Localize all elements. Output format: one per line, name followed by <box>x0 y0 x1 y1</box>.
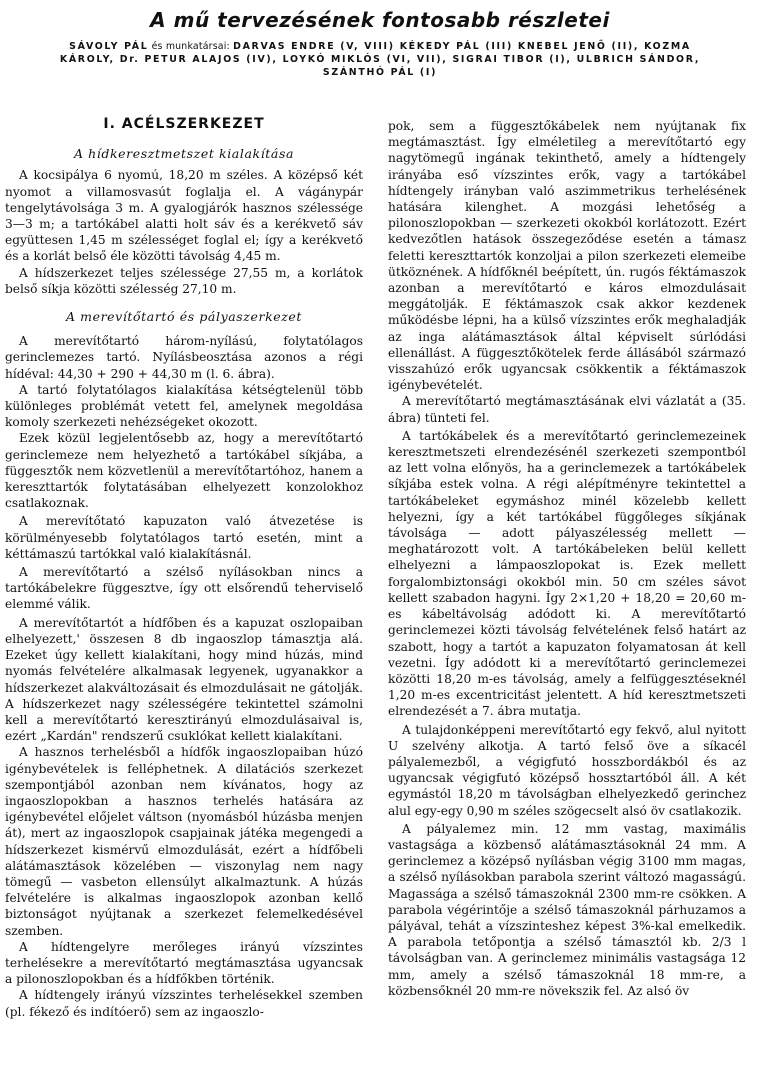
paragraph: Ezek közül legjelentősebb az, hogy a merevítőtartó gerinclemeze nem helyezhető a tartókábel síkjába, a függesztők nem közvetlenül a merevítőtartóhoz, hanem a kereszttartók folytatásában elhelyezett konzolokhoz csatlakoznak. <box>5 431 363 511</box>
authors-names-1: DARVAS ENDRE (V, VIII) KÉKEDY PÁL (III) KNEBEL JENŐ (II), KOZMA <box>233 41 691 52</box>
authors-line-1 <box>10 40 750 53</box>
paragraph: A kocsipálya 6 nyomú, 18,20 m széles. A középső két nyomot a villamosvasút foglalja el. A vágánypár tengelytávolsága 3 m. A gyalogjárók hasznos szélessége 3—3 m; a tartókábel alatti holt sáv és a kerékvető sáv együttesen 1,45 m szélességet foglal el; így a kerékvető és a korlát belső éle közötti távolság 4,45 m. <box>5 168 363 264</box>
right-column <box>388 118 746 999</box>
subheading-cross-section: A hídkeresztmetszet kialakítása <box>73 146 295 162</box>
lead-author: SÁVOLY PÁL <box>69 41 149 52</box>
paragraph: A pályalemez min. 12 mm vastag, maximális vastagsága a közbenső alátámasztásoknál 24 mm. A gerinclemez a középső nyílásban végig 3100 mm magas, a szélső nyílásokban parabola szerint változó magasságú. Magassága a szélső támaszoknál 2300 mm-re csökken. A parabola végérintője a szélső támaszoknál párhuzamos a pályával, tehát a vízszinteshez képest 3%-kal emelkedik. A parabola tetőpontja a szélső támasztól kb. 2/3 l távolságban van. A gerinclemez minimális vastagsága 12 mm, amely a szélső támaszoknál 18 mm-re, a közbensőknél 20 mm-re növekszik fel. Az alsó öv <box>388 821 746 998</box>
left-column <box>5 112 363 1020</box>
paragraph: A tulajdonképpeni merevítőtartó egy fekvő, alul nyitott U szelvény alkotja. A tartó felső öve a síkacél pályalemezből, a végigfutó hosszbordákból és az ugyancsak végigfutó középső hossztartóból áll. A két egymástól 18,20 m távolságban elhelyezkedő gerinchez alul egy-egy 0,90 m széles szögecselt alsó öv csatlakozik. <box>388 722 746 818</box>
authors-line-3: SZÁNTHÓ PÁL (I) <box>322 67 438 78</box>
article-title: A mű tervezésének fontosabb részletei <box>150 8 610 32</box>
paragraph: A merevítőtartó megtámasztásának elvi vázlatát a (35. ábra) tünteti fel. <box>388 394 746 425</box>
author-list <box>10 40 750 79</box>
paragraph: A merevítőtató kapuzaton való átvezetése is körülményesebb folytatólagos tartó esetén, mint a kéttámaszú tartókkal való kialakításnál. <box>5 514 363 561</box>
paragraph: A hasznos terhelésből a hídfők ingaoszlopaiban húzó igénybevételek is felléphetnek. A dilatációs szerkezet szempontjából azonban nem kívánatos, hogy az ingaoszlopokban a hasznos terhelés hatására az igénybevétel előjelet váltson (nyomásból húzásba menjen át), mert az ingaoszlopok csapjainak játéka megengedi a hídszerkezet kismérvű elmozdulását, ezért a hídfőbeli alátámasztások közelében — viszonylag nem nagy tömegű — vasbeton ellensúlyt alkalmaztunk. A húzás felvételére is alkalmas ingaoszlopok azonban kellő biztonságot nyújtanak a szerkezet felemelkedésével szemben. <box>5 745 363 938</box>
paragraph: A merevítőtartót a hídfőben és a kapuzat oszlopaiban elhelyezett,' összesen 8 db ingaoszlop támasztja alá. Ezeket úgy kellett kialakítani, hogy mind húzás, mind nyomás felvételére alkalmasak legyenek, ugyanakkor a hídszerkezet alakváltozásait és elmozdulásait ne gátolják. A hídszerkezet nagy szélességére tekintettel számolni kell a merevítőtartó keresztirányú elmozdulásaival is, ezért „Kardán" rendszerű csuklókat kellett kialakítani. <box>5 615 363 744</box>
paragraph: A hídtengelyre merőleges irányú vízszintes terhelésekre a merevítőtartó megtámasztása ugyancsak a pilonoszlopokban és a hídfőkben történik. <box>5 939 363 987</box>
paragraph: A merevítőtartó a szélső nyílásokban nincs a tartókábelekre függesztve, így ott elsőrendű teherviselő elemmé válik. <box>5 565 363 612</box>
collaborators-label: és munkatársai: <box>151 41 230 52</box>
paragraph: A tartókábelek és a merevítőtartó gerinclemezeinek keresztmetszeti elrendezésénél szerkezeti szempontból az lett volna előnyös, ha a gerinclemezek a tartókábelek síkjába estek volna. A régi alépítményre tekintettel a tartókábeleket egymáshoz minél közelebb kellett helyezni, így a két tartókábel függőleges síkjának távolsága — adott pályaszélesség mellett — meghatározott volt. A tartókábeleken belül kellett elhelyezni a lámpaoszlopokat is. Ezek mellett forgalombiztonsági okokból min. 50 cm széles sávot kellett szabadon hagyni. Így 2×1,20 + 18,20 = 20,60 m-es kábeltávolság adódott ki. A merevítőtartó gerinclemezei közti távolság felvételének felső határt az szabott, hogy a tartót a kapuzaton folyamatosan át kell vezetni. Így adódott ki a merevítőtartó gerinclemezei közötti 18,20 m-es távolság, amely a felfüggesztéseknél 1,20 m-es excentricitást jelentett. A híd keresztmetszeti elrendezését a 7. ábra mutatja. <box>388 428 746 719</box>
paragraph: A hídszerkezet teljes szélessége 27,55 m, a korlátok belső síkja közötti szélesség 27,10 m. <box>5 265 363 296</box>
section-heading: I. ACÉLSZERKEZET <box>103 116 265 132</box>
paragraph: pok, sem a függesztőkábelek nem nyújtanak fix megtámasztást. Így elméletileg a merevítőtartó egy nagytömegű ingának tekinthető, amely a hídtengely irányába eső vízszintes erők, vagy a tartókábel hídtengely irányban való aszimmetrikus terhelésének hatására kilenghet. A mozgási lehetőség a pilonoszlopokban — szerkezeti okokból korlátozott. Ezért kedvezőtlen hatások összegeződése esetén a támasz feletti kereszttartók konzoljai a pilon szerkezeti elemeibe ütköznének. A hídfőknél beépített, ún. rugós féktámaszok azonban a merevítőtartó e káros elmozdulásait meggátolják. E féktámaszok csak akkor kezdenek működésbe lépni, ha a külső vízszintes erők meghaladják az inga alátámasztások által képviselt súrlódási ellenállást. A függesztőkötelek ferde állásából származó visszahúzó erők ugyancsak csökkentik a féktámaszok igénybevételét. <box>388 119 746 393</box>
paragraph: A merevítőtartó három-nyílású, folytatólagos gerinclemezes tartó. Nyílásbeosztása azonos a régi hídéval: 44,30 + 290 + 44,30 m (l. 6. ábra). <box>5 334 363 381</box>
paragraph: A hídtengely irányú vízszintes terhelésekkel szemben (pl. fékező és indítóerő) sem az ingaoszlo- <box>5 988 363 1019</box>
paragraph: A tartó folytatólagos kialakítása kétségtelenül több különleges problémát vetett fel, amelynek megoldása komoly szerkezeti nehézségeket okozott. <box>5 382 363 430</box>
authors-line-2: KÁROLY, Dr. PETUR ALAJOS (IV), LOYKÓ MIKLÓS (VI, VII), SIGRAI TIBOR (I), ULBRICH SÁNDOR, <box>59 54 701 65</box>
subheading-stiffening-girder: A merevítőtartó és pályaszerkezet <box>65 309 303 325</box>
